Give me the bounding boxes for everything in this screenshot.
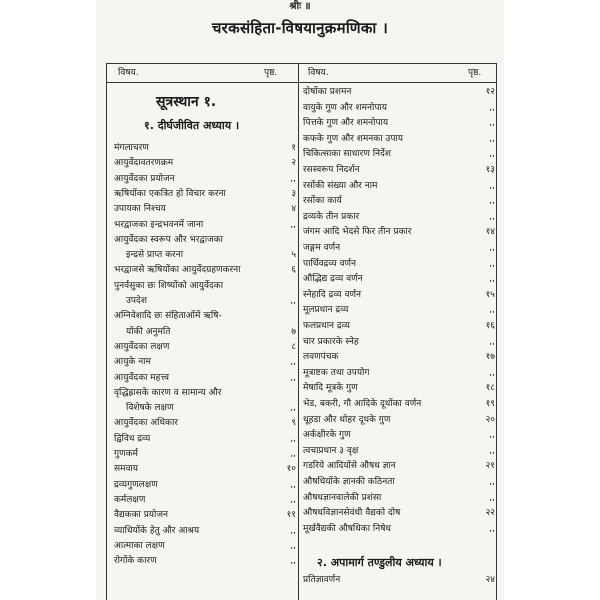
item-page: ,, [290,403,296,414]
item-text: औद्भिद्य द्रव्य वर्णन [303,274,363,285]
item-text: रसोंकी संख्या और नाम [303,180,378,191]
item-text: जंगम आदि भेदसे फिर तीन प्रकार [303,227,412,238]
right-page-header: पृष्ठ. [468,68,482,78]
item-page: ८ [291,341,296,352]
item-text: स्नेहादि द्रव्य वर्णन [303,289,361,300]
item-page: ,, [489,430,495,441]
left-page-header: पृष्ठ. [264,68,278,78]
item-text: वृद्धिह्रासके कारण व सामान्य और [114,387,222,398]
item-page: ,, [290,357,296,368]
item-text: गडरिये आदियोंसे औषध ज्ञान [303,461,396,472]
item-text: द्रव्यगुणलक्षण [114,479,158,490]
item-text: गुणकर्म [114,449,138,459]
item-page: ७ [291,326,296,337]
item-text: कफके गुण और शमनका उपाय [303,133,404,144]
item-page: ,, [290,494,296,505]
item-page: १६ [485,321,495,331]
invocation-text: श्रीः ॥ [289,1,311,12]
item-page: ,, [489,211,495,222]
item-page: १३ [485,165,495,175]
item-page: ११ [286,510,296,521]
item-page: १४ [485,227,495,238]
item-text: लवणपंचक [303,352,339,363]
item-page: ,, [489,118,495,129]
item-text: मेषादि मूत्रके गुण [303,383,358,394]
item-text: त्वचाप्रधान ३ वृक्ष [303,445,359,456]
item-text: चिकित्साका साधारण निर्देश [303,149,391,160]
item-page: १९ [485,399,495,409]
item-page: ,, [489,492,495,503]
item-text: उपायका निश्चय [114,204,166,215]
item-text: अग्निवेशादि छः संहिताओंमें ऋषि- [114,311,222,322]
item-text: पित्तके गुण और शमनोपाय [303,118,389,129]
item-page: १५ [485,289,495,300]
item-text: भरद्वाजसे ऋषियोंका आयुर्वेदग्रहणकरना [114,265,241,276]
center-divider-line [298,63,299,600]
item-page: ,, [489,523,495,534]
right-border-line [496,63,497,600]
right-subject-header: विषय. [308,68,329,78]
item-text: द्रव्यके तीन प्रकार [303,211,360,222]
item-page: १० [286,464,296,475]
item-page: ,, [489,305,495,316]
item-text: पार्थिवद्रव्य वर्णन [303,258,356,269]
item-page: १ [291,143,296,153]
item-page: ,, [489,149,495,160]
item-text: योंकी अनुमति [126,326,171,337]
item-page: ,, [290,219,296,230]
item-text: थूहडा और थोहर दूधके गुण [303,414,391,425]
chapter-2-title: २. अपामार्ग तण्डुलीय अध्याय । [317,556,442,569]
item-page: ,, [489,336,495,347]
item-text: मूलप्रधान द्रव्य [303,305,349,316]
item-text: मंगलाचरण [114,143,149,153]
item-page: ,, [489,274,495,285]
item-text: विशेषके लक्षण [126,403,174,414]
page-title: चरकसंहिता-विषयानुक्रमणिका । [211,19,389,37]
item-page: ६ [291,265,296,276]
item-text: चार प्रकारके स्नेह [303,336,359,347]
item-page: ,, [290,372,296,383]
item-page: २१ [485,461,495,472]
item-text: अर्कक्षीरके गुण [303,430,351,441]
left-subject-header: विषय. [118,68,139,78]
item-page: १२ [485,87,495,97]
item-page: ,, [489,477,495,487]
item-text: भेड, बकरी, गौ आदिके दूधोंका वर्णन [303,399,422,409]
item-page: ,, [290,449,296,459]
item-page: ५ [291,250,296,261]
item-text: वायुके गुण और शमनोपाय [303,102,388,113]
item-page: १८ [485,383,495,394]
item-text: आयुर्वेदका अधिकार [114,418,178,429]
item-page: ,, [290,296,296,306]
item-text: भरद्वाजका इन्द्रभवनमें जाना [114,219,204,230]
item-text: दोषोंका प्रशमन [303,87,352,97]
left-border-line [106,63,107,600]
item-text: उपदेश [126,296,147,306]
item-page: ,, [489,367,495,378]
item-page: ,, [290,479,296,490]
item-text: कर्मलक्षण [114,494,146,505]
item-page: ,, [489,258,495,269]
chapter-title: १. दीर्घजीवित अध्याय । [144,119,240,132]
item-page: २ [291,158,296,169]
item-text: समवाय [114,464,139,475]
item-page: ,, [489,196,495,207]
item-text: प्रतिज्ञावर्णन [303,575,341,585]
section-title: सूत्रस्थान १. [156,94,217,110]
item-page: ,, [489,445,495,456]
item-page: ,, [290,540,296,551]
item-page: ,, [290,556,296,567]
item-page: २० [485,414,495,425]
item-text: ऋषियोंका एकत्रित हो विचार करना [114,188,226,199]
item-page: ९ [291,418,296,429]
item-page: ,, [290,433,296,444]
item-text: औषधियोंके ज्ञानकी कठिनता [303,477,395,487]
top-rule [106,63,496,64]
item-text: रसोंका कार्य [303,196,342,207]
item-page: ,, [489,102,495,113]
item-text: आयुर्वेदका महत्त्व [114,372,169,383]
item-text: आयुर्वेदका लक्षण [114,341,170,352]
item-page: ,, [489,180,495,191]
item-text: औषधज्ञानवालेकी प्रशंसा [303,492,382,503]
item-text: मूत्राष्टक तथा उपयोग [303,367,370,378]
item-text: रोगोंके कारण [114,556,157,567]
item-text: आयुर्वेदावतरणक्रम [114,158,174,169]
item-page: ,, [489,133,495,144]
item-page: ३ [291,188,296,199]
item-text: जङ्गम वर्णन [303,243,341,253]
item-text: वैद्यकका प्रयोजन [114,510,169,521]
item-text: फलप्रधान द्रव्य [303,321,350,331]
item-page: ,, [290,525,296,536]
item-page: ,, [290,173,296,184]
item-page: १७ [485,352,495,363]
item-text: आयुर्वेदका प्रयोजन [114,173,175,184]
item-text: आत्माका लक्षण [114,540,165,551]
item-page: ४ [291,204,296,215]
item-text: द्विविध द्रव्य [114,433,151,444]
item-page: २२ [485,508,495,519]
item-text: इन्द्रसे प्राप्त करना [126,250,184,261]
item-text: आयुर्वेदका स्वरूप और भरद्वाजका [114,234,223,245]
item-page: २४ [485,575,495,585]
item-text: मूर्खवैद्यकी औषधिका निषेध [303,523,391,534]
header-rule [106,82,496,83]
item-text: आयुके नाम [114,357,151,368]
item-text: पुनर्वसुका छः शिष्योंको आयुर्वेदका [114,280,224,291]
document-page [96,0,504,600]
item-page: ,, [489,243,495,253]
item-text: व्याधियोंके हेतु और आश्रय [114,525,200,536]
item-text: औषधविज्ञानसेवंधी वैद्यको दोष [303,508,401,519]
item-text: रसस्वरूप निदर्शन [303,165,360,175]
